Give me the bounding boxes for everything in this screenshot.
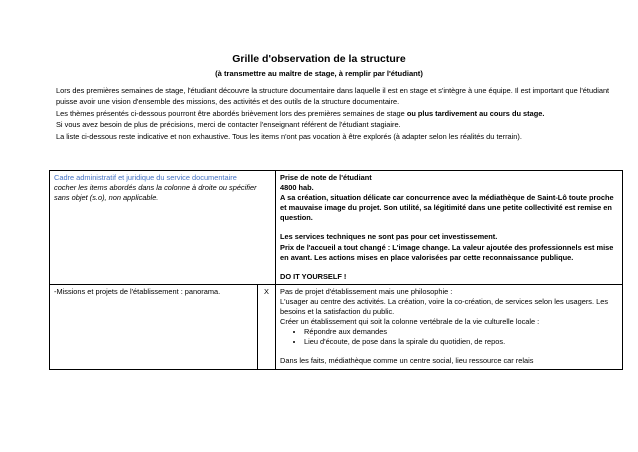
notes-line: Pas de projet d'établissement mais une philosophie :: [280, 286, 453, 296]
table-cell-notes: [276, 171, 623, 285]
notes-heading: Prise de note de l'étudiant: [280, 173, 372, 182]
table-cell-left: -Missions et projets de l'établissement : panorama.: [50, 284, 258, 369]
intro-paragraph-3: Si vous avez besoin de plus de précisions, merci de contacter l'enseignant référent de l'étudiant stagiaire.: [56, 120, 401, 130]
notes-line: Les services techniques ne sont pas pour cet investissement.: [280, 232, 498, 242]
section-title: Cadre administratif et juridique du service documentaire: [54, 173, 237, 182]
page-title: Grille d'observation de la structure: [232, 53, 406, 65]
page-subtitle: (à transmettre au maître de stage, à remplir par l'étudiant): [215, 69, 423, 78]
notes-line: Créer un établissement qui soit la colonne vertébrale de la vie culturelle locale :: [280, 317, 540, 327]
intro-paragraph-4: La liste ci-dessous reste indicative et non exhaustive. Tous les items n'ont pas vocation à être explorés (à adapter selon les réalités du terrain).: [56, 131, 522, 141]
intro-text: [56, 85, 628, 142]
list-item: • Répondre aux demandes: [304, 327, 618, 337]
intro-paragraph-2-bold: ou plus tardivement au cours du stage.: [406, 108, 545, 118]
notes-line: 4800 hab.: [280, 183, 314, 193]
check-mark: X: [258, 284, 276, 369]
table-row: [50, 171, 623, 285]
table-row: [50, 284, 623, 369]
notes-bullet-list: [280, 327, 618, 347]
list-item: • Lieu d'écoute, de pose dans la spirale du quotidien, de repos.: [304, 337, 618, 347]
intro-paragraph-2: [56, 108, 628, 119]
intro-paragraph-2-normal: Les thèmes présentés ci-dessous pourront être abordés brièvement lors des premières semaines de stage: [56, 108, 407, 118]
table-cell-notes: [276, 284, 623, 369]
notes-line: A sa création, situation délicate car concurrence avec la médiathèque de Saint-Lô toute proche et mauvaise image du projet. Son utilité, sa légitimité dans une petite collectivité est remise en question.: [280, 193, 614, 223]
notes-line: Dans les faits, médiathèque comme un centre social, lieu ressource car relais: [280, 356, 534, 366]
notes-line: DO IT YOURSELF !: [280, 271, 347, 281]
table-cell-left: [50, 171, 276, 285]
notes-line: L'usager au centre des activités. La création, voire la co-création, de services selon les usagers. Les besoins et la satisfaction du public.: [280, 296, 609, 317]
intro-paragraph-1: Lors des premières semaines de stage, l'étudiant découvre la structure documentaire dans laquelle il est en stage et s'intègre à une équipe. Il est important que l'étudiant puisse avoir une vision d'ensemble des missions, des activités et des outils de la structure documentaire.: [56, 86, 610, 107]
section-instructions: cocher les items abordés dans la colonne à droite ou spécifier sans objet (s.o), non applicable.: [54, 183, 257, 203]
observation-table: [49, 170, 623, 370]
notes-line: Prix de l'accueil a tout changé : L'image change. La valeur ajoutée des professionnels est mise en avant. Les actions mises en place valorisées par cette reconnaissance publique.: [280, 242, 614, 262]
